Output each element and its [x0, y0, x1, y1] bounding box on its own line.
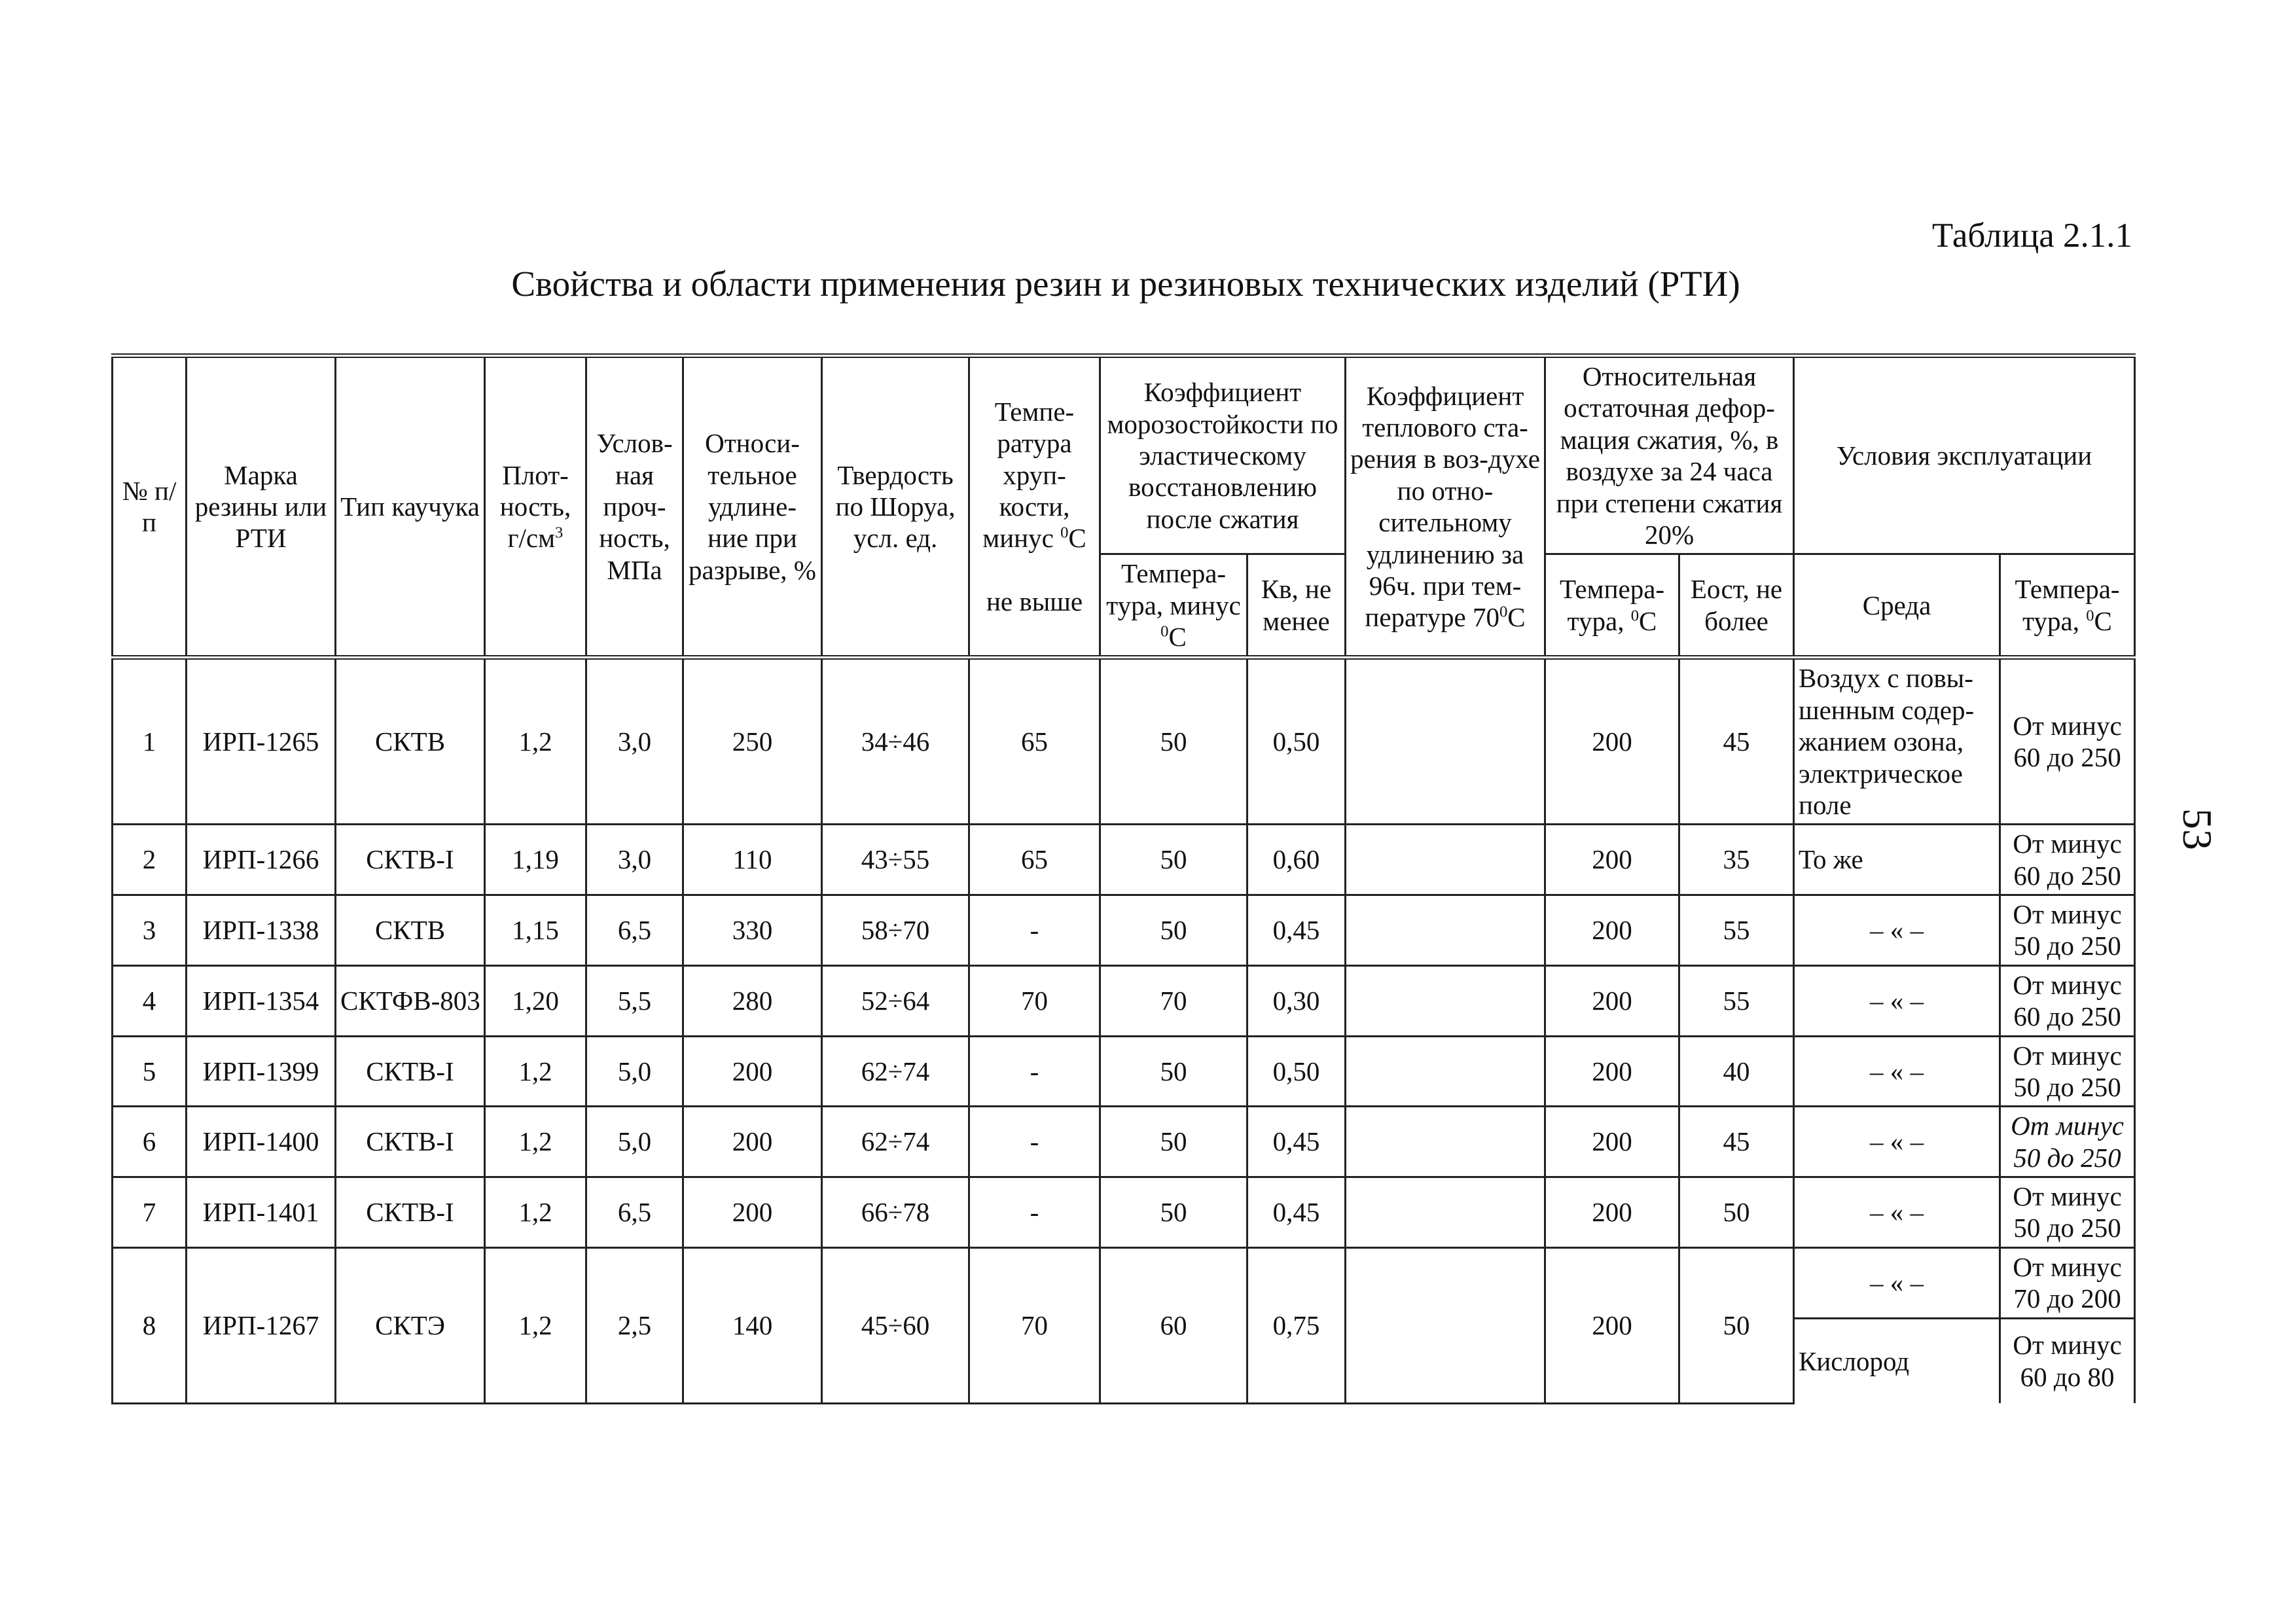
- cell-type: СКТВ-I: [336, 825, 485, 895]
- cell-brand: ИРП-1338: [187, 895, 336, 966]
- cell-medium: Кислород: [1794, 1318, 2000, 1403]
- cell-elongation: 110: [683, 825, 822, 895]
- cell-brittle: -: [969, 1107, 1100, 1177]
- cell-num: 4: [113, 965, 187, 1036]
- cell-aging: [1346, 658, 1545, 825]
- cell-brittle: 70: [969, 965, 1100, 1036]
- cell-aging: [1346, 1247, 1545, 1403]
- cell-medium: То же: [1794, 825, 2000, 895]
- cell-brittle: -: [969, 1036, 1100, 1107]
- cell-elongation: 250: [683, 658, 822, 825]
- cell-type: СКТВ-I: [336, 1107, 485, 1177]
- cell-brand: ИРП-1399: [187, 1036, 336, 1107]
- cell-density: 1,20: [485, 965, 586, 1036]
- cell-aging: [1346, 965, 1545, 1036]
- cell-op-temp: От минус 60 до 250: [2000, 825, 2135, 895]
- cell-num: 7: [113, 1177, 187, 1248]
- cell-elongation: 200: [683, 1036, 822, 1107]
- cell-frost-temp: 50: [1100, 895, 1247, 966]
- cell-num: 8: [113, 1247, 187, 1403]
- cell-strength: 6,5: [586, 1177, 683, 1248]
- cell-medium: Воздух с повы-шенным содер-жанием озона, электрическое поле: [1794, 658, 2000, 825]
- cell-kv: 0,50: [1247, 658, 1346, 825]
- cell-eost: 35: [1679, 825, 1794, 895]
- cell-strength: 5,0: [586, 1036, 683, 1107]
- cell-aging: [1346, 1036, 1545, 1107]
- cell-elongation: 140: [683, 1247, 822, 1403]
- table-row: [113, 895, 2135, 966]
- cell-def-temp: 200: [1545, 1177, 1679, 1248]
- cell-density: 1,2: [485, 1107, 586, 1177]
- cell-def-temp: 200: [1545, 1036, 1679, 1107]
- cell-op-temp: От минус 50 до 250: [2000, 1177, 2135, 1248]
- cell-eost: 50: [1679, 1247, 1794, 1403]
- cell-brittle: -: [969, 895, 1100, 966]
- cell-def-temp: 200: [1545, 1247, 1679, 1403]
- cell-density: 1,2: [485, 1247, 586, 1403]
- header-strength: Услов-ная проч-ность, МПа: [586, 356, 683, 658]
- header-frost-coef: Коэффициент морозостойкости по эластическому восстановлению после сжатия: [1100, 356, 1346, 554]
- cell-frost-temp: 50: [1100, 825, 1247, 895]
- cell-op-temp: От минус 60 до 80: [2000, 1318, 2135, 1403]
- cell-hardness: 43÷55: [822, 825, 969, 895]
- cell-brand: ИРП-1265: [187, 658, 336, 825]
- cell-hardness: 34÷46: [822, 658, 969, 825]
- cell-brittle: 70: [969, 1247, 1100, 1403]
- header-elongation: Относи-тельное удлине-ние при разрыве, %: [683, 356, 822, 658]
- header-def-eost: Еост, не более: [1679, 554, 1794, 658]
- cell-type: СКТФВ-803: [336, 965, 485, 1036]
- cell-elongation: 330: [683, 895, 822, 966]
- cell-eost: 50: [1679, 1177, 1794, 1248]
- cell-density: 1,2: [485, 1036, 586, 1107]
- cell-frost-temp: 50: [1100, 1177, 1247, 1248]
- cell-type: СКТЭ: [336, 1247, 485, 1403]
- header-def-temp: Темпера-тура, $^0$С: [1545, 554, 1679, 658]
- header-brittle-temp: Темпе-ратура хруп-кости, минус $^0$С не выше: [969, 356, 1100, 658]
- table-row: [113, 965, 2135, 1036]
- cell-aging: [1346, 825, 1545, 895]
- cell-kv: 0,50: [1247, 1036, 1346, 1107]
- cell-op-temp: От минус 50 до 250: [2000, 1036, 2135, 1107]
- table-row: [113, 825, 2135, 895]
- cell-type: СКТВ-I: [336, 1036, 485, 1107]
- table-row: [113, 1247, 2135, 1318]
- cell-strength: 3,0: [586, 825, 683, 895]
- cell-density: 1,15: [485, 895, 586, 966]
- cell-def-temp: 200: [1545, 1107, 1679, 1177]
- cell-medium: – « –: [1794, 1036, 2000, 1107]
- cell-medium: – « –: [1794, 1247, 2000, 1318]
- cell-brittle: 65: [969, 658, 1100, 825]
- cell-frost-temp: 60: [1100, 1247, 1247, 1403]
- cell-op-temp: От минус 70 до 200: [2000, 1247, 2135, 1318]
- cell-def-temp: 200: [1545, 895, 1679, 966]
- header-operation: Условия эксплуатации: [1794, 356, 2135, 554]
- cell-brand: ИРП-1266: [187, 825, 336, 895]
- cell-kv: 0,75: [1247, 1247, 1346, 1403]
- cell-kv: 0,60: [1247, 825, 1346, 895]
- header-hardness: Твердость по Шоруа, усл. ед.: [822, 356, 969, 658]
- cell-hardness: 52÷64: [822, 965, 969, 1036]
- cell-brand: ИРП-1400: [187, 1107, 336, 1177]
- cell-aging: [1346, 1107, 1545, 1177]
- document-title: Свойства и области применения резин и резиновых технических изделий (РТИ): [511, 264, 1740, 304]
- header-aging-coef: Коэффициент теплового ста-рения в воз-духе по отно-сительному удлинению за 96ч. при тем-пературе $70^0С$: [1346, 356, 1545, 658]
- header-rubber-type: Тип каучука: [336, 356, 485, 658]
- cell-density: 1,2: [485, 1177, 586, 1248]
- cell-frost-temp: 50: [1100, 658, 1247, 825]
- cell-op-temp: От минус 50 до 250: [2000, 895, 2135, 966]
- header-frost-temp: Темпера-тура, минус $^0$С: [1100, 554, 1247, 658]
- table-row: [113, 1036, 2135, 1107]
- cell-op-temp: От минус 60 до 250: [2000, 658, 2135, 825]
- table-row: [113, 1177, 2135, 1248]
- header-medium: Среда: [1794, 554, 2000, 658]
- cell-eost: 40: [1679, 1036, 1794, 1107]
- cell-brittle: -: [969, 1177, 1100, 1248]
- cell-num: 3: [113, 895, 187, 966]
- cell-num: 6: [113, 1107, 187, 1177]
- cell-strength: 3,0: [586, 658, 683, 825]
- cell-op-temp: От минус 50 до 250: [2000, 1107, 2135, 1177]
- cell-eost: 55: [1679, 965, 1794, 1036]
- table-label: Таблица 2.1.1: [1931, 217, 2132, 255]
- properties-table: [111, 353, 2136, 1404]
- cell-hardness: 58÷70: [822, 895, 969, 966]
- cell-num: 5: [113, 1036, 187, 1107]
- table-row: [113, 1107, 2135, 1177]
- header-num: № п/п: [113, 356, 187, 658]
- cell-strength: 5,0: [586, 1107, 683, 1177]
- cell-kv: 0,30: [1247, 965, 1346, 1036]
- cell-type: СКТВ: [336, 658, 485, 825]
- cell-kv: 0,45: [1247, 1177, 1346, 1248]
- page-number: 53: [2174, 808, 2221, 850]
- cell-medium: – « –: [1794, 965, 2000, 1036]
- cell-medium: – « –: [1794, 1177, 2000, 1248]
- cell-def-temp: 200: [1545, 965, 1679, 1036]
- table-row: [113, 658, 2135, 825]
- cell-aging: [1346, 895, 1545, 966]
- cell-strength: 2,5: [586, 1247, 683, 1403]
- cell-elongation: 200: [683, 1177, 822, 1248]
- cell-eost: 45: [1679, 1107, 1794, 1177]
- cell-medium: – « –: [1794, 895, 2000, 966]
- cell-eost: 55: [1679, 895, 1794, 966]
- cell-frost-temp: 70: [1100, 965, 1247, 1036]
- cell-hardness: 45÷60: [822, 1247, 969, 1403]
- header-frost-kv: Кв, не менее: [1247, 554, 1346, 658]
- cell-hardness: 66÷78: [822, 1177, 969, 1248]
- cell-frost-temp: 50: [1100, 1036, 1247, 1107]
- cell-brand: ИРП-1354: [187, 965, 336, 1036]
- cell-aging: [1346, 1177, 1545, 1248]
- cell-density: 1,2: [485, 658, 586, 825]
- cell-hardness: 62÷74: [822, 1107, 969, 1177]
- header-brand: Марка резины или РТИ: [187, 356, 336, 658]
- cell-brittle: 65: [969, 825, 1100, 895]
- cell-strength: 5,5: [586, 965, 683, 1036]
- cell-num: 1: [113, 658, 187, 825]
- cell-brand: ИРП-1401: [187, 1177, 336, 1248]
- cell-hardness: 62÷74: [822, 1036, 969, 1107]
- cell-medium: – « –: [1794, 1107, 2000, 1177]
- cell-frost-temp: 50: [1100, 1107, 1247, 1177]
- cell-strength: 6,5: [586, 895, 683, 966]
- cell-type: СКТВ-I: [336, 1177, 485, 1248]
- cell-kv: 0,45: [1247, 1107, 1346, 1177]
- header-op-temp: Темпера-тура, $^0$С: [2000, 554, 2135, 658]
- cell-elongation: 200: [683, 1107, 822, 1177]
- cell-def-temp: 200: [1545, 658, 1679, 825]
- cell-brand: ИРП-1267: [187, 1247, 336, 1403]
- header-deformation: Относительная остаточная дефор-мация сжатия, %, в воздухе за 24 часа при степени сжатия 20%: [1545, 356, 1794, 554]
- cell-op-temp: От минус 60 до 250: [2000, 965, 2135, 1036]
- cell-eost: 45: [1679, 658, 1794, 825]
- cell-kv: 0,45: [1247, 895, 1346, 966]
- cell-elongation: 280: [683, 965, 822, 1036]
- header-density: Плот-ность, $г/см^3$: [485, 356, 586, 658]
- cell-def-temp: 200: [1545, 825, 1679, 895]
- cell-num: 2: [113, 825, 187, 895]
- cell-type: СКТВ: [336, 895, 485, 966]
- cell-density: 1,19: [485, 825, 586, 895]
